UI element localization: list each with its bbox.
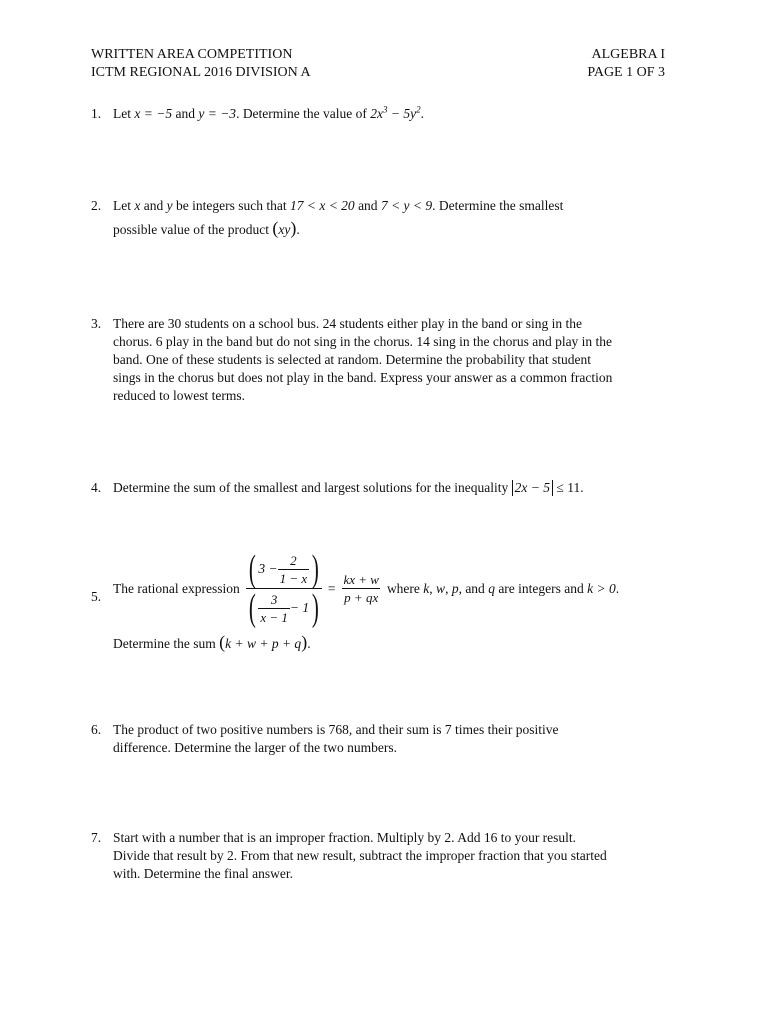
question-3: 3. There are 30 students on a school bus. 24 students either play in the band or sing in the chorus. 6 play in the band but do not sing in the chorus. 14 sing in the chorus and play in the band. One of these students is selected at random. Determine the probability that student sings in the chorus but does not play in the band. Express your answer as a common fraction reduced to lowest terms. — [91, 316, 613, 403]
math-inequality-y: 7 < y < 9 — [380, 198, 433, 213]
question-number: 3. — [91, 316, 102, 331]
math-product: xy — [278, 222, 291, 237]
header-right — [587, 46, 665, 82]
question-1: 1. Let x = −5 and y = −3. Determine the value of $2x^3 - 5y^2$. — [91, 104, 424, 121]
math-compound-fraction: ( 3 − $\frac{2}{1 - x}$ ) ( $\frac{3}{x - 1}$ − 1 ) — [246, 550, 322, 627]
competition-subtitle: ICTM REGIONAL 2016 DIVISION A — [91, 65, 311, 80]
question-number: 4. — [91, 480, 102, 495]
question-6: 6. The product of two positive numbers is 768, and their sum is 7 times their positive difference. Determine the larger of the two numbers. — [91, 722, 559, 755]
math-x-value: x = −5 — [134, 106, 173, 121]
math-target-fraction: $\frac{kx + w}{p + qx}$ — [343, 572, 379, 605]
question-number: 7. — [91, 830, 102, 845]
math-sum: k + w + p + q — [225, 636, 302, 651]
competition-title: WRITTEN AREA COMPETITION — [91, 47, 293, 62]
question-7: 7. Start with a number that is an improper fraction. Multiply by 2. Add 16 to your result. Divide that result by 2. From that new result, subtract the improper fraction that you started with. Determine the final answer. — [91, 830, 607, 881]
math-y-value: y = −3 — [198, 106, 237, 121]
math-condition: k > 0 — [587, 580, 616, 596]
subject-label: ALGEBRA I — [591, 47, 665, 62]
question-number: 2. — [91, 198, 102, 213]
page-indicator: PAGE 1 OF 3 — [587, 65, 665, 80]
question-number: 6. — [91, 722, 102, 737]
math-absolute-value: 2x − 5 — [512, 480, 553, 496]
math-expression: $2x^3 - 5y^2$ — [370, 104, 421, 121]
header-left — [91, 46, 311, 82]
question-number: 5. — [91, 589, 102, 604]
question-2: 2. Let x and y be integers such that 17 < x < 20 and 7 < y < 9. Determine the smallest possible value of the product (xy). — [91, 198, 564, 238]
question-number: 1. — [91, 106, 102, 121]
question-4: 4. Determine the sum of the smallest and largest solutions for the inequality 2x − 5 ≤ 11. — [91, 480, 584, 495]
math-inequality-x: 17 < x < 20 — [289, 198, 355, 213]
question-5: 5. The rational expression ( 3 − $\frac{2}{1 - x}$ ) ( $\frac{3}{x - 1}$ − 1 ) = $\frac{kx + w}{p + qx}$ where k, w, p, and q are integers and k > 0. Determine the sum (k + w + p + q). — [91, 548, 620, 652]
